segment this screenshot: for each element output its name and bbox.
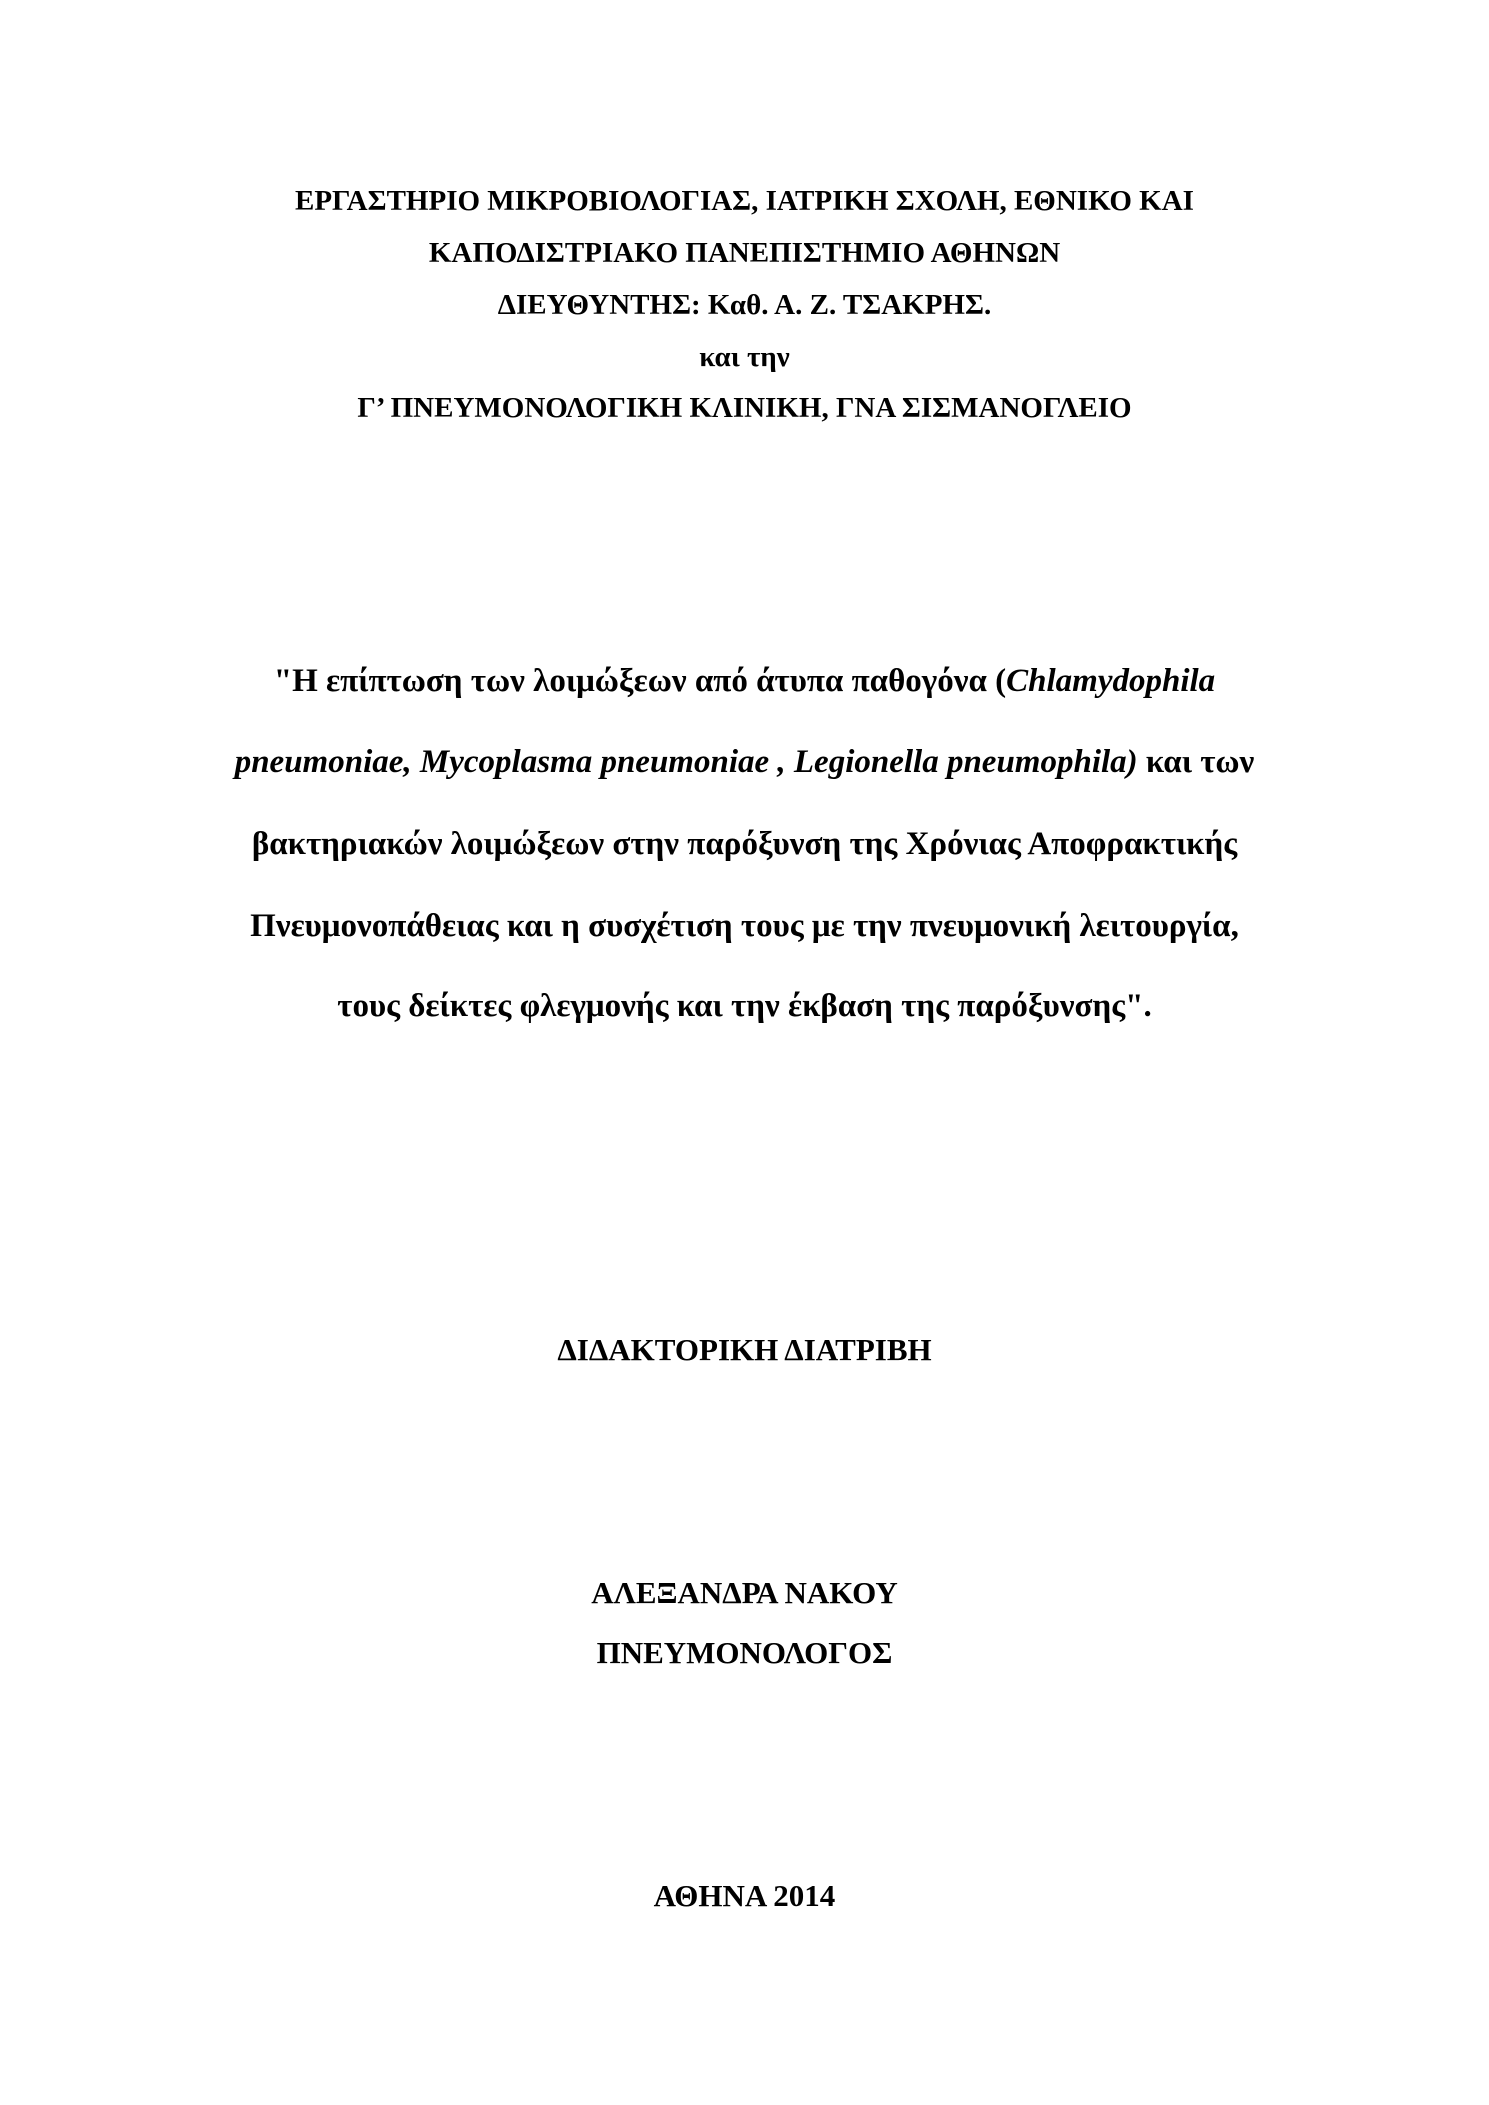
institution-line-1: ΕΡΓΑΣΤΗΡΙΟ ΜΙΚΡΟΒΙΟΛΟΓΙΑΣ, ΙΑΤΡΙΚΗ ΣΧΟΛΗ, ΕΘΝΙΚΟ ΚΑΙ xyxy=(295,185,1194,217)
thesis-title-line-2 xyxy=(0,746,1489,779)
thesis-title-line-1 xyxy=(0,665,1489,698)
thesis-title-line-2-italic: pneumoniae, Mycoplasma pneumoniae , Legionella pneumophila) xyxy=(234,744,1138,780)
thesis-title-line-2-text: και των xyxy=(1137,744,1255,780)
director-line: ΔΙΕΥΘΥΝΤΗΣ: Καθ. Α. Ζ. ΤΣΑΚΡΗΣ. xyxy=(497,289,992,321)
thesis-title-line-4: Πνευμονοπάθειας και η συσχέτιση τους με την πνευμονική λειτουργία, xyxy=(250,908,1239,944)
author-title: ΠΝΕΥΜΟΝΟΛΟΓΟΣ xyxy=(596,1635,893,1670)
thesis-title-line-5: τους δείκτες φλεγμονής και την έκβαση της παρόξυνσης". xyxy=(337,988,1152,1024)
conjunction-line: και την xyxy=(699,341,790,373)
thesis-title-line-1-text: "Η επίπτωση των λοιμώξεων από άτυπα παθογόνα ( xyxy=(273,663,1007,699)
thesis-title-line-3: βακτηριακών λοιμώξεων στην παρόξυνση της Χρόνιας Αποφρακτικής xyxy=(251,826,1238,862)
clinic-line: Γ’ ΠΝΕΥΜΟΝΟΛΟΓΙΚΗ ΚΛΙΝΙΚΗ, ΓΝΑ ΣΙΣΜΑΝΟΓΛΕΙΟ xyxy=(357,392,1132,424)
author-name: ΑΛΕΞΑΝΔΡΑ ΝΑΚΟΥ xyxy=(591,1575,898,1610)
place-year: ΑΘΗΝΑ 2014 xyxy=(653,1878,836,1913)
thesis-title-line-1-italic: Chlamydophila xyxy=(1006,663,1216,699)
document-type: ΔΙΔΑΚΤΟΡΙΚΗ ΔΙΑΤΡΙΒΗ xyxy=(557,1332,932,1367)
institution-line-2: ΚΑΠΟΔΙΣΤΡΙΑΚΟ ΠΑΝΕΠΙΣΤΗΜΙΟ ΑΘΗΝΩΝ xyxy=(428,237,1061,269)
